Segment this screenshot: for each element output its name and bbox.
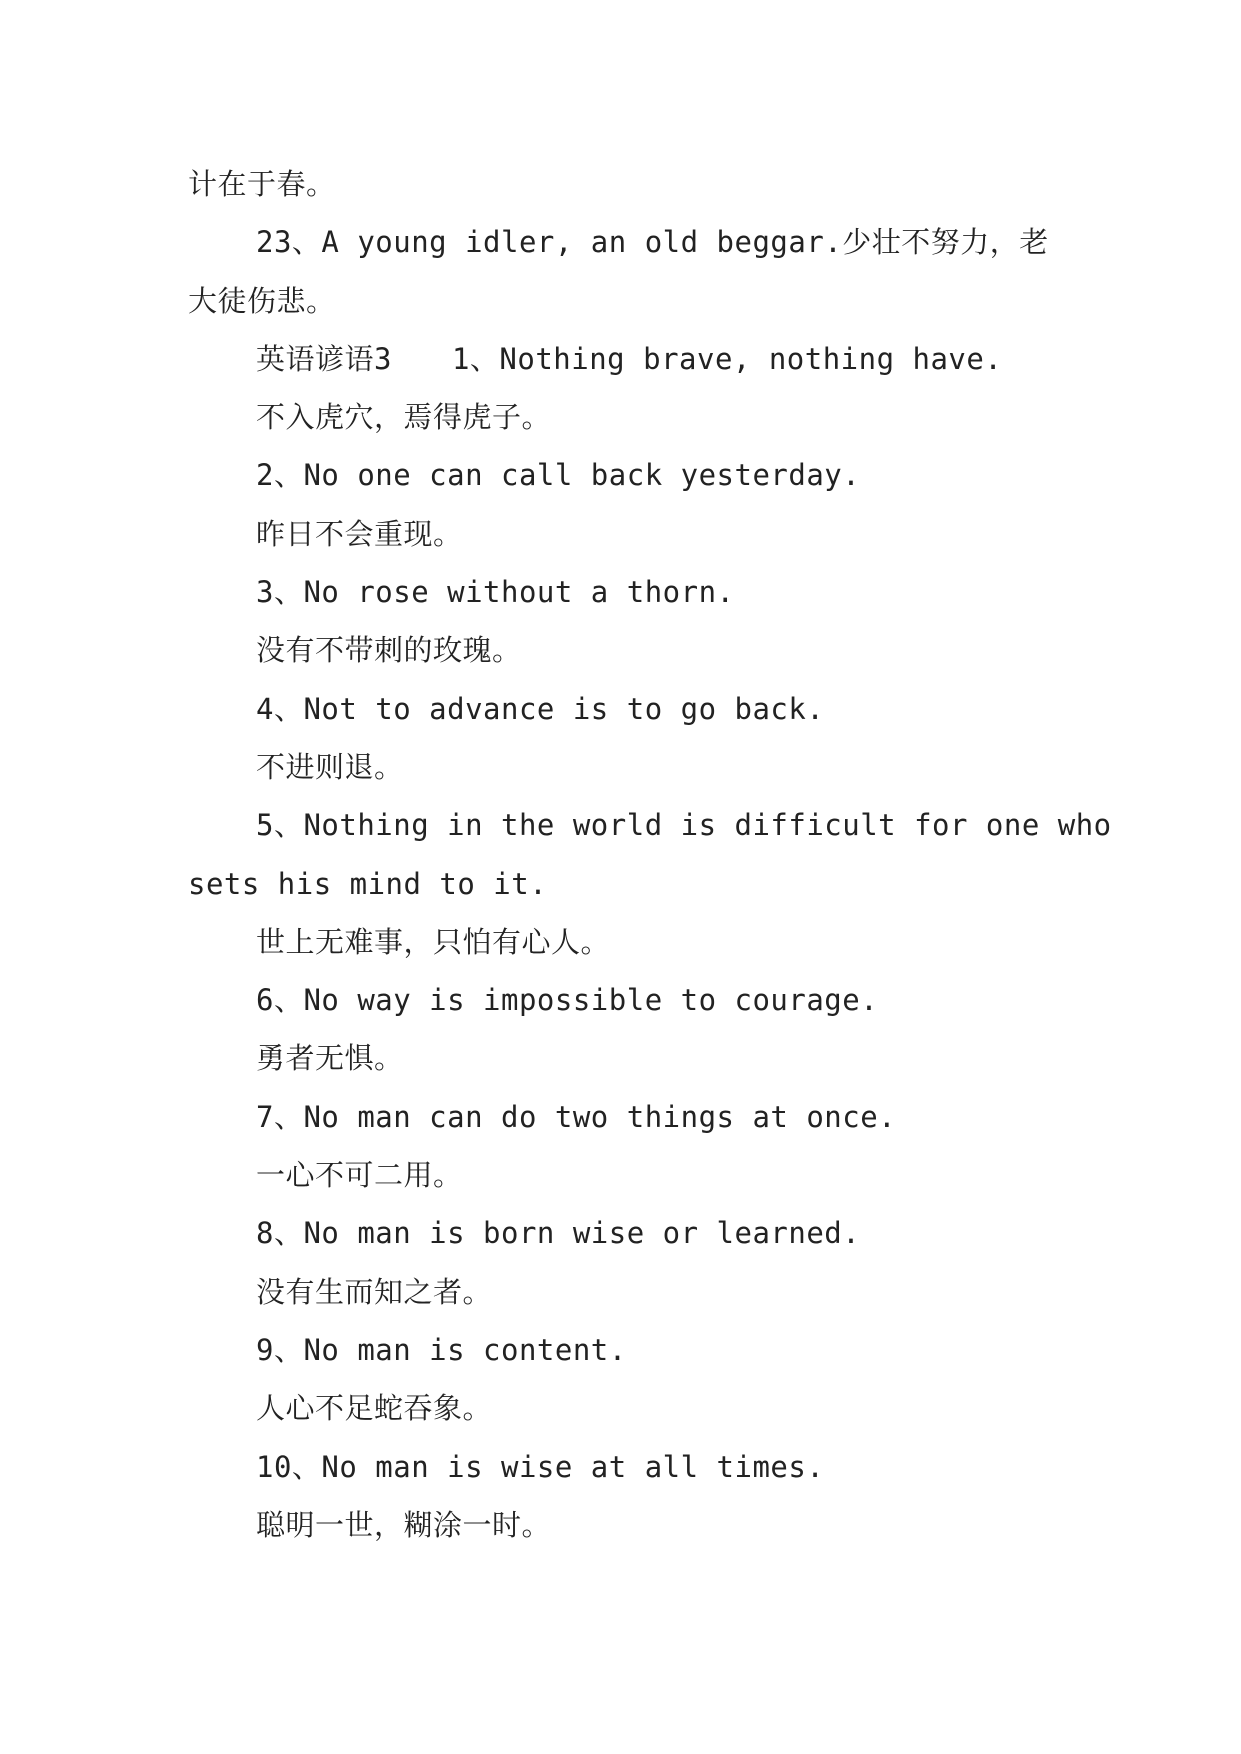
proverb-english: 10、No man is wise at all times. xyxy=(256,1449,825,1484)
text-line: 23、A young idler, an old beggar.少壮不努力，老 xyxy=(256,225,1049,260)
proverb-chinese: 不入虎穴，焉得虎子。 xyxy=(256,400,552,435)
proverb-chinese: 勇者无惧。 xyxy=(256,1041,404,1076)
proverb-chinese: 没有生而知之者。 xyxy=(256,1274,493,1309)
proverb-english: 7、No man can do two things at once. xyxy=(256,1099,897,1134)
proverb-chinese: 昨日不会重现。 xyxy=(256,516,463,551)
text-line: 计在于春。 xyxy=(188,167,336,201)
proverb-english: 1、Nothing brave, nothing have. xyxy=(451,341,1003,376)
proverb-chinese: 世上无难事，只怕有心人。 xyxy=(256,924,611,959)
proverb-english: 2、No one can call back yesterday. xyxy=(256,458,861,493)
proverb-chinese: 人心不足蛇吞象。 xyxy=(256,1391,493,1426)
proverb-english-continued: sets his mind to it. xyxy=(188,866,548,901)
proverb-english: 6、No way is impossible to courage. xyxy=(256,983,879,1018)
document-body xyxy=(188,155,1112,1554)
section-heading-line xyxy=(188,330,1048,388)
proverb-english: 9、No man is content. xyxy=(256,1332,627,1367)
proverb-english: 3、No rose without a thorn. xyxy=(256,575,735,610)
proverb-chinese: 聪明一世，糊涂一时。 xyxy=(256,1507,552,1542)
proverb-chinese: 没有不带刺的玫瑰。 xyxy=(256,633,522,668)
proverb-english: 4、Not to advance is to go back. xyxy=(256,691,825,726)
proverb-chinese: 不进则退。 xyxy=(256,749,404,784)
text-line: 大徒伤悲。 xyxy=(188,283,336,318)
proverb-chinese: 一心不可二用。 xyxy=(256,1158,463,1193)
section-heading: 英语谚语3 xyxy=(256,341,392,376)
proverb-english: 8、No man is born wise or learned. xyxy=(256,1216,861,1251)
proverb-english: 5、Nothing in the world is difficult for one who xyxy=(256,808,1112,843)
